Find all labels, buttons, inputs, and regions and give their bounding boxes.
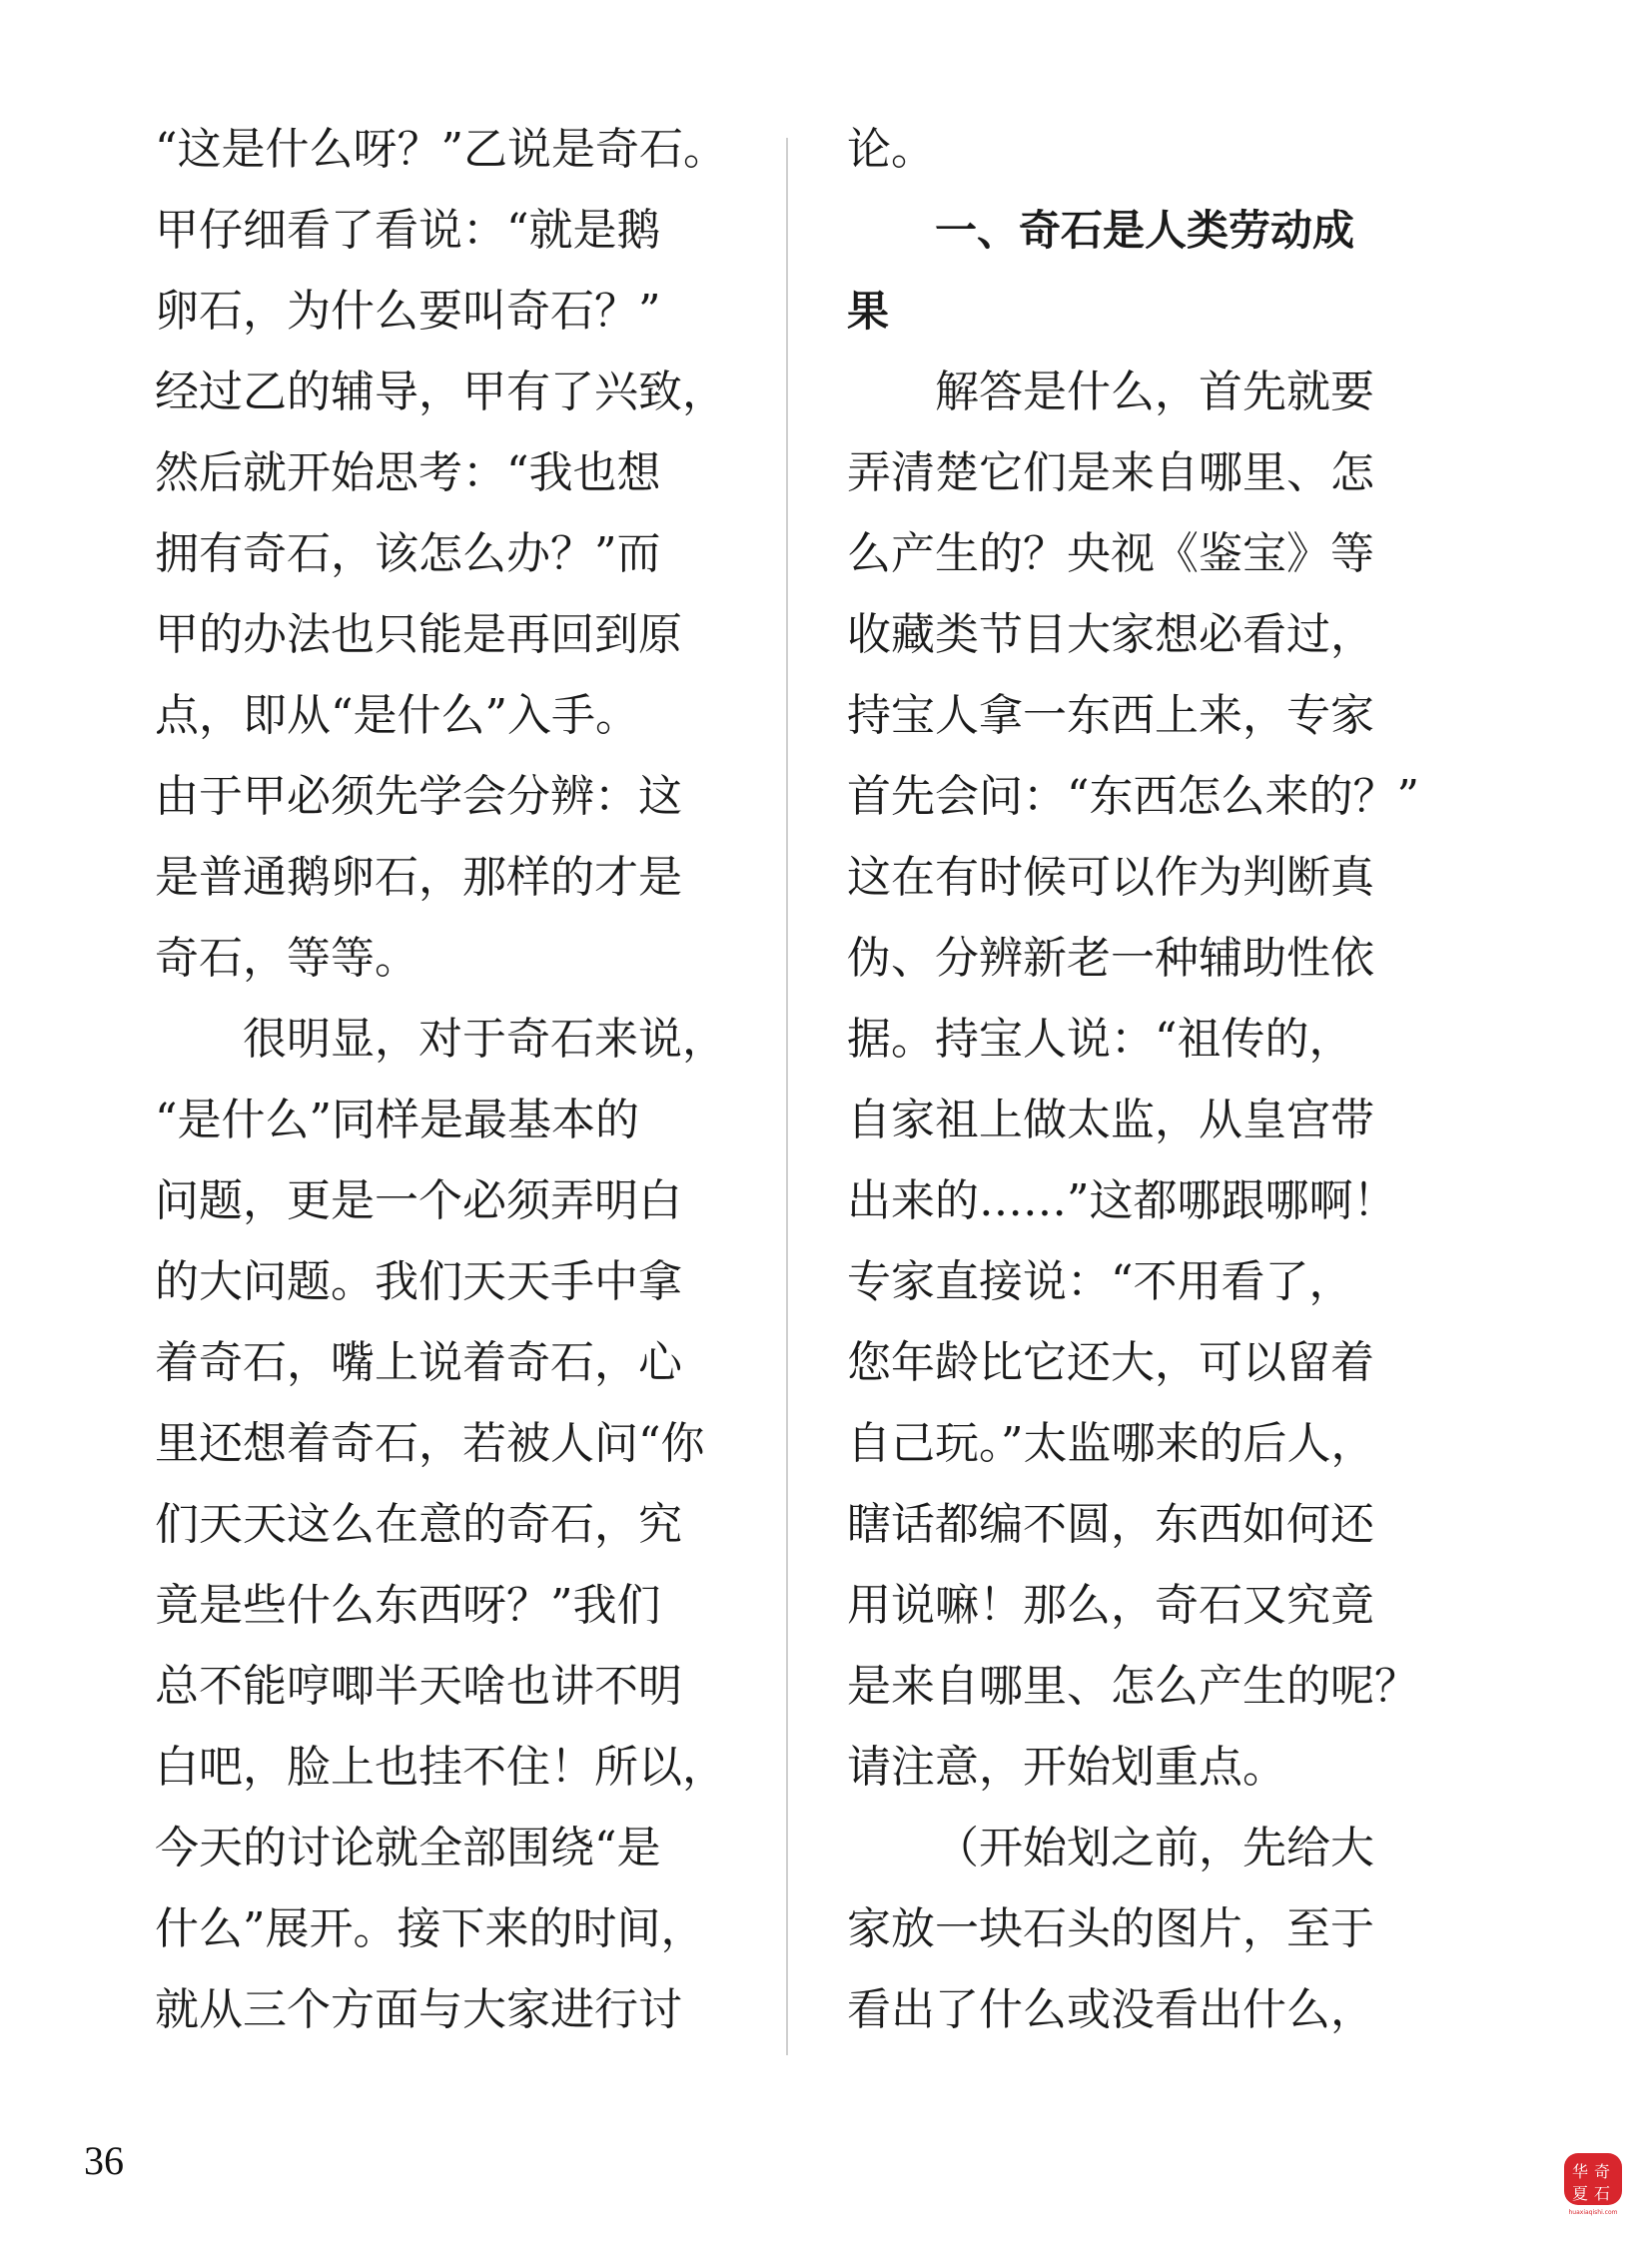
left-column-text-line: 问题，更是一个必须弄明白 xyxy=(155,1175,682,1226)
right-column-text-line: 用说嘛！那么，奇石又究竟 xyxy=(847,1580,1374,1631)
left-column-text-line: 由于甲必须先学会分辨：这 xyxy=(155,771,682,822)
right-column-text-line: 请注意，开始划重点。 xyxy=(847,1742,1286,1793)
right-column-text-line: 是来自哪里、怎么产生的呢？ xyxy=(847,1661,1418,1712)
right-column-text-line: 看出了什么或没看出什么， xyxy=(847,1984,1374,2035)
right-column-text-line: （开始划之前，先给大 xyxy=(935,1823,1374,1873)
left-column-text-line: 什么”展开。接下来的时间， xyxy=(155,1903,705,1954)
left-column-text-line: 着奇石，嘴上说着奇石，心 xyxy=(155,1337,682,1388)
left-column-text-line: 里还想着奇石，若被人问“你 xyxy=(155,1418,705,1469)
column-divider xyxy=(786,138,788,2055)
left-column-text-line: “这是什么呀？”乙说是奇石。 xyxy=(155,124,727,175)
left-column-text-line: 的大问题。我们天天手中拿 xyxy=(155,1256,682,1307)
page-number: 36 xyxy=(84,2138,124,2183)
left-column-text-line: 很明显，对于奇石来说， xyxy=(243,1014,726,1065)
left-column-text-line: 甲的办法也只能是再回到原 xyxy=(155,609,682,660)
left-column-text-line: 卵石，为什么要叫奇石？” xyxy=(155,286,661,337)
svg-text:夏: 夏 xyxy=(1572,2184,1589,2203)
svg-text:石: 石 xyxy=(1594,2184,1611,2203)
watermark-seal-logo xyxy=(1558,2147,1628,2217)
left-column-text-line: 然后就开始思考：“我也想 xyxy=(155,447,661,498)
seal-icon xyxy=(1558,2147,1628,2217)
section-heading-line: 一、奇石是人类劳动成 xyxy=(935,206,1355,255)
right-column-text-line: 收藏类节目大家想必看过， xyxy=(847,609,1374,660)
svg-text:huaxiaqishi.com: huaxiaqishi.com xyxy=(1568,2209,1618,2216)
svg-text:华: 华 xyxy=(1572,2162,1589,2181)
right-column-text-line: 瞎话都编不圆，东西如何还 xyxy=(847,1499,1374,1550)
right-column-text-line: 据。持宝人说：“祖传的， xyxy=(847,1014,1353,1065)
left-column-text-line: 甲仔细看了看说：“就是鹅 xyxy=(155,205,661,256)
right-column-text-line: 您年龄比它还大，可以留着 xyxy=(847,1337,1374,1388)
left-column-text-line: 白吧，脸上也挂不住！所以， xyxy=(155,1742,726,1793)
left-column-text-line: 们天天这么在意的奇石，究 xyxy=(155,1499,682,1550)
right-column-text-line: 持宝人拿一东西上来，专家 xyxy=(847,690,1374,741)
right-column-text-line: 出来的……”这都哪跟哪啊！ xyxy=(847,1175,1397,1226)
left-column-text-line: 点，即从“是什么”入手。 xyxy=(155,690,639,741)
right-column-text-line: 解答是什么，首先就要 xyxy=(935,367,1374,417)
right-column-text-line: 首先会问：“东西怎么来的？” xyxy=(847,771,1419,822)
left-column-text-line: 今天的讨论就全部围绕“是 xyxy=(155,1823,661,1873)
left-column-text-line: 奇石，等等。 xyxy=(155,933,418,984)
left-column-text-line: “是什么”同样是最基本的 xyxy=(155,1095,639,1145)
right-column-text-line: 自己玩。”太监哪来的后人， xyxy=(847,1418,1375,1469)
left-column-text-line: 经过乙的辅导，甲有了兴致， xyxy=(155,367,726,417)
left-column-text-line: 拥有奇石，该怎么办？”而 xyxy=(155,528,661,579)
right-column-text-line: 家放一块石头的图片，至于 xyxy=(847,1903,1374,1954)
right-column-text-line: 这在有时候可以作为判断真 xyxy=(847,852,1374,903)
right-column-text-line: 专家直接说：“不用看了， xyxy=(847,1256,1353,1307)
right-column-text-line: 自家祖上做太监，从皇宫带 xyxy=(847,1095,1374,1145)
right-column-text-line: 伪、分辨新老一种辅助性依 xyxy=(847,933,1374,984)
svg-text:奇: 奇 xyxy=(1594,2162,1611,2181)
right-column xyxy=(847,124,1446,2069)
left-column-text-line: 就从三个方面与大家进行讨 xyxy=(155,1984,682,2035)
left-column-text-line: 是普通鹅卵石，那样的才是 xyxy=(155,852,682,903)
right-column-text-line: 么产生的？央视《鉴宝》等 xyxy=(847,528,1374,579)
section-heading-line: 果 xyxy=(847,287,890,336)
left-column xyxy=(155,124,754,2069)
right-column-text-line: 论。 xyxy=(847,124,935,175)
left-column-text-line: 竟是些什么东西呀？”我们 xyxy=(155,1580,661,1631)
left-column-text-line: 总不能哼唧半天啥也讲不明 xyxy=(155,1661,682,1712)
right-column-text-line: 弄清楚它们是来自哪里、怎 xyxy=(847,447,1374,498)
